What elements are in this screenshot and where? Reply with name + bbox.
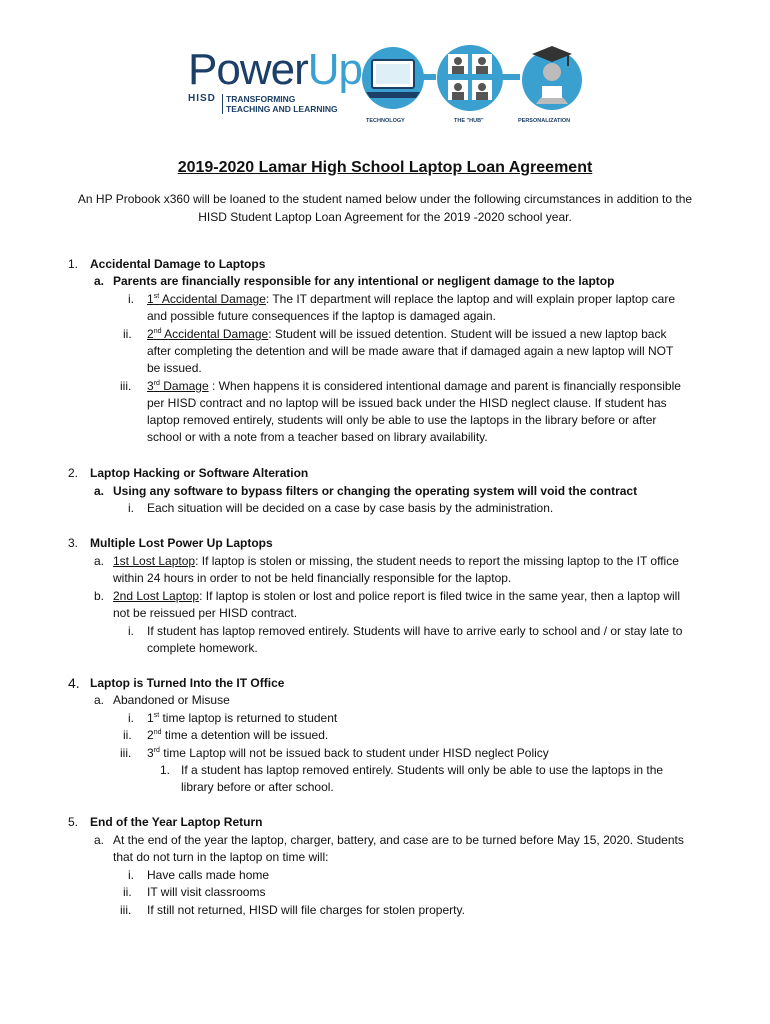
item-text: within 24 hours in order to not be held financially responsible for the laptop. xyxy=(113,571,512,585)
brand-hisd: HISD xyxy=(188,93,216,104)
item-term xyxy=(147,379,209,393)
section-heading: Accidental Damage to Laptops xyxy=(90,257,266,271)
item-marker: a. xyxy=(94,554,105,568)
section-heading: Multiple Lost Power Up Laptops xyxy=(90,536,273,550)
item-marker: i. xyxy=(128,868,134,882)
item-term xyxy=(147,292,266,306)
item-text: If student has laptop removed entirely. Students will have to arrive early to school and / or stay late to xyxy=(147,624,683,638)
item-text: Have calls made home xyxy=(147,868,270,882)
brand-tagline-2: TEACHING AND LEARNING xyxy=(222,104,338,114)
brand-wordmark xyxy=(188,45,362,94)
item-text-rest: : When happens it is considered intentional damage and parent is financially responsible xyxy=(208,379,681,393)
brand-part1: Power xyxy=(188,45,308,94)
item-text-rest: : The IT department will replace the laptop and will explain proper laptop care xyxy=(265,292,675,306)
item-text: library before or after school. xyxy=(181,780,334,794)
item-marker: ii. xyxy=(123,885,132,899)
ordinal: 3 xyxy=(147,379,154,393)
item-marker: a. xyxy=(94,833,105,847)
item-text xyxy=(147,378,681,395)
item-text xyxy=(113,588,680,605)
item-text: per HISD contract and no laptop will be issued back under the HISD neglect clause. If student has xyxy=(147,396,667,410)
brand-tagline-1: TRANSFORMING xyxy=(222,94,295,104)
item-text: school or with a note from a teacher based on library availability. xyxy=(147,430,488,444)
section-number: 5. xyxy=(68,815,79,829)
ordinal-suffix: rd xyxy=(153,380,160,387)
item-text xyxy=(147,291,675,308)
item-text: laptop removed entirely, students will only be able to use the laptops in the library before or after xyxy=(147,413,657,427)
ordinal: 1 xyxy=(147,292,154,306)
intro-line: An HP Probook x360 will be loaned to the student named below under the following circumstances in addition to the xyxy=(77,192,693,206)
item-text: Parents are financially responsible for any intentional or negligent damage to the laptop xyxy=(113,274,615,288)
item-marker: i. xyxy=(128,501,134,515)
item-term: 1st Lost Laptop xyxy=(113,554,196,568)
ordinal: 2 xyxy=(147,327,154,341)
item-text: Each situation will be decided on a case by case basis by the administration. xyxy=(147,501,554,515)
item-text: Abandoned or Misuse xyxy=(113,693,230,707)
item-text: Using any software to bypass filters or changing the operating system will void the contract xyxy=(113,484,638,498)
item-text-rest: time laptop is returned to student xyxy=(159,711,338,725)
term-text: Accidental Damage xyxy=(159,292,266,306)
item-text: At the end of the year the laptop, charger, battery, and case are to be turned before May 15, 2020. Students xyxy=(113,833,684,847)
intro-line: HISD Student Laptop Loan Agreement for the 2019 -2020 school year. xyxy=(198,210,572,224)
item-text: be issued. xyxy=(147,361,202,375)
ordinal-suffix: rd xyxy=(153,747,160,754)
item-marker: i. xyxy=(128,624,134,638)
item-text xyxy=(147,710,337,727)
item-text: complete homework. xyxy=(147,641,258,655)
item-text: IT will visit classrooms xyxy=(147,885,266,899)
item-marker: i. xyxy=(128,292,134,306)
item-marker: a. xyxy=(94,274,105,288)
section-number: 1. xyxy=(68,257,79,271)
intro-paragraph xyxy=(40,190,730,226)
item-text: and possible future consequences if the laptop is damaged again. xyxy=(147,309,496,323)
section-heading: Laptop is Turned Into the IT Office xyxy=(90,676,285,690)
item-marker: iii. xyxy=(120,903,132,917)
page-title: 2019-2020 Lamar High School Laptop Loan Agreement xyxy=(177,159,593,176)
item-text-rest: time Laptop will not be issued back to student under HISD neglect Policy xyxy=(159,746,549,760)
powerup-logo xyxy=(188,40,588,128)
item-marker: b. xyxy=(94,589,105,603)
item-text-rest: time a detention will be issued. xyxy=(161,728,329,742)
term-text: Damage xyxy=(159,379,209,393)
ordinal: 1 xyxy=(147,711,154,725)
section-number: 3. xyxy=(68,536,79,550)
term-text: Accidental Damage xyxy=(161,327,269,341)
ordinal-suffix: nd xyxy=(153,729,162,736)
ordinal: 3 xyxy=(147,746,154,760)
item-text-rest: : If laptop is stolen or lost and police report is filed twice in the same year, then a laptop will xyxy=(199,589,680,603)
caption-personalization: PERSONALIZATION xyxy=(518,118,571,124)
item-text: after completing the detention and will be made aware that if damaged again a new laptop will NOT xyxy=(147,344,674,358)
item-marker: i. xyxy=(128,711,134,725)
section-heading: End of the Year Laptop Return xyxy=(90,815,263,829)
item-text: not be reissued per HISD contract. xyxy=(113,606,298,620)
item-text: that do not turn in the laptop on time will: xyxy=(113,850,329,864)
ordinal-suffix: st xyxy=(153,712,160,719)
ordinal-suffix: nd xyxy=(153,328,162,335)
ordinal: 2 xyxy=(147,728,154,742)
item-text xyxy=(147,326,666,343)
caption-technology: TECHNOLOGY xyxy=(366,118,405,124)
item-text-rest: : If laptop is stolen or missing, the student needs to report the missing laptop to the IT office xyxy=(195,554,679,568)
item-text-rest: : Student will be issued detention. Student will be issued a new laptop back xyxy=(268,327,667,341)
item-marker: ii. xyxy=(123,728,132,742)
item-marker: iii. xyxy=(120,379,132,393)
laptop-icon xyxy=(358,46,428,110)
item-marker: 1. xyxy=(160,763,171,777)
item-text: If still not returned, HISD will file charges for stolen property. xyxy=(147,903,465,917)
section-heading: Laptop Hacking or Software Alteration xyxy=(90,466,309,480)
section-number: 4. xyxy=(68,675,80,691)
item-marker: a. xyxy=(94,693,105,707)
item-marker: a. xyxy=(94,484,105,498)
hub-people-icon xyxy=(436,44,504,112)
item-term: 2nd Lost Laptop xyxy=(113,589,200,603)
item-term xyxy=(147,327,268,341)
graduate-icon xyxy=(518,42,586,112)
item-marker: iii. xyxy=(120,746,132,760)
caption-hub: THE "HUB" xyxy=(454,118,484,124)
brand-part2: Up xyxy=(307,45,362,94)
item-text xyxy=(113,553,679,570)
item-marker: ii. xyxy=(123,327,132,341)
item-text: If a student has laptop removed entirely. Students will only be able to use the laptops in the xyxy=(181,763,664,777)
ordinal-suffix: st xyxy=(153,293,160,300)
item-text xyxy=(147,745,549,762)
section-number: 2. xyxy=(68,466,79,480)
logo-icons xyxy=(358,42,588,128)
item-text xyxy=(147,727,328,744)
